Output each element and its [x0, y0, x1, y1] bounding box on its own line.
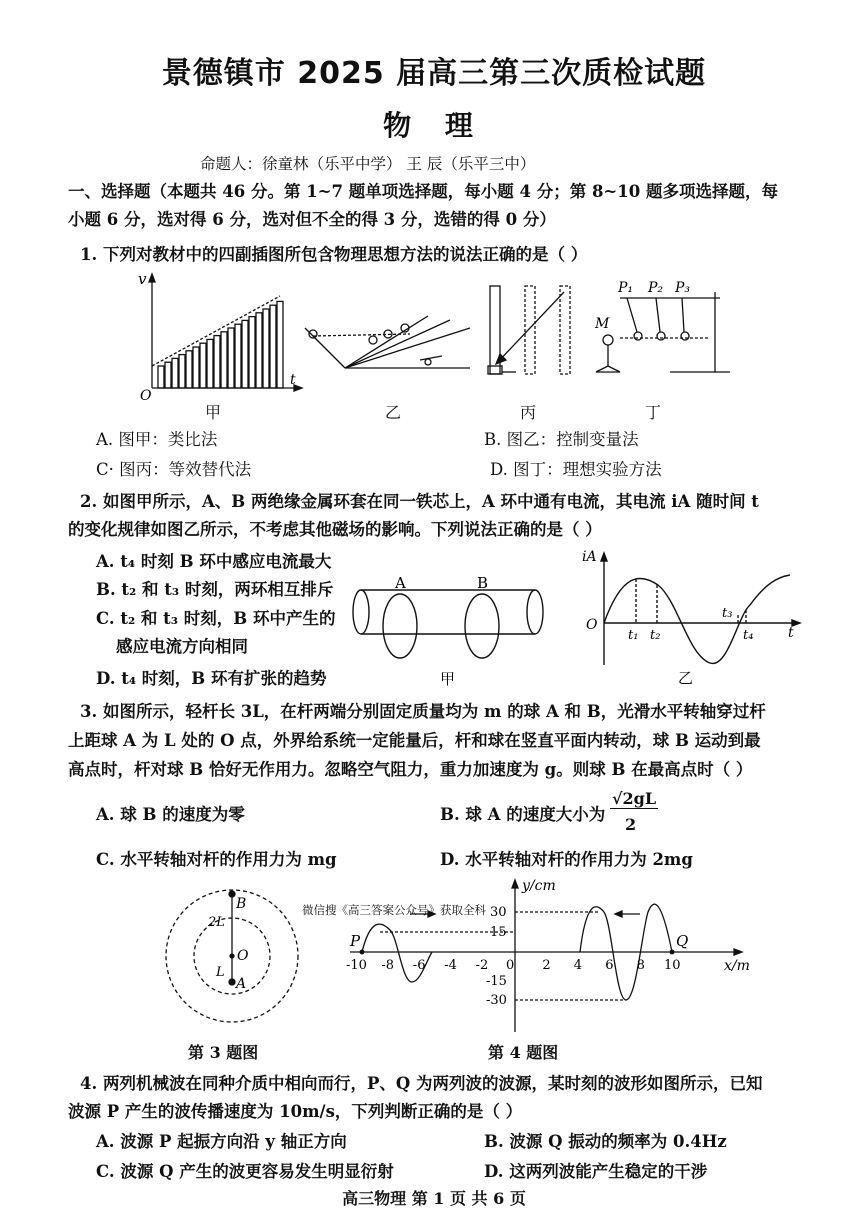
- q2-fig-yi-t: t: [788, 625, 794, 641]
- q4-stem-2: 波源 P 产生的波传播速度为 10m/s，下列判断正确的是（ ）: [68, 1102, 523, 1121]
- q3-stem-1: 3. 如图所示，轻杆长 3L，在杆两端分别固定质量均为 m 的球 A 和 B，光滑水平转轴穿过杆: [80, 702, 766, 721]
- q1-option-d: D. 图丁：理想实验方法: [490, 460, 662, 479]
- q3-stem-2: 上距球 A 为 L 处的 O 点，外界给系统一定能量后，杆和球在竖直平面内转动，球 B 运动到最: [68, 731, 761, 750]
- fig-ding-p3: P₃: [675, 280, 691, 296]
- q4-option-c: C. 波源 Q 产生的波更容易发生明显衍射: [96, 1162, 394, 1181]
- q4-option-b: B. 波源 Q 振动的频率为 0.4Hz: [484, 1132, 727, 1151]
- q3-stem-3: 高点时，杆对球 B 恰好无作用力。忽略空气阻力，重力加速度为 g。则球 B 在最高点时（ ）: [68, 760, 753, 779]
- fig-jia-bar: [228, 328, 234, 388]
- fig-jia-bar: [214, 336, 220, 388]
- q3-option-b: B. 球 A 的速度大小为: [440, 805, 606, 824]
- fig-yi: [305, 316, 470, 368]
- fig-jia-bar: [186, 351, 192, 388]
- q4-option-a: A. 波源 P 起振方向沿 y 轴正方向: [96, 1132, 347, 1151]
- q1-figures: [130, 268, 730, 418]
- q4-stem-1: 4. 两列机械波在同种介质中相向而行，P、Q 为两列波的波源，某时刻的波形如图所示，已知: [80, 1074, 763, 1093]
- q3-figure: [160, 880, 310, 1030]
- q1-fig-label-jia: 甲: [205, 403, 222, 422]
- q2-option-d: D. t₄ 时刻，B 环有扩张的趋势: [96, 669, 327, 688]
- q4-fig-xtick: 2: [542, 958, 551, 973]
- q3-option-b-numerator: √2gL: [612, 789, 657, 808]
- fig-jia-bar: [200, 343, 206, 388]
- q4-watermark: 微信搜《高三答案公众号》获取全科: [302, 903, 486, 917]
- fig-ding: [596, 292, 730, 372]
- fig-jia-o: O: [140, 388, 152, 404]
- subject-title: 物 理: [383, 109, 485, 142]
- q4-fig-xtick: 4: [573, 958, 583, 973]
- q4-fig-xtick: 10: [664, 958, 681, 973]
- q4-fig-ytick-m15: -15: [486, 974, 507, 989]
- q1-option-b: B. 图乙：控制变量法: [484, 430, 639, 449]
- q4-fig-xtick: -6: [412, 958, 426, 973]
- q3-fig-a: A: [236, 976, 247, 992]
- fig-jia-bar: [270, 305, 276, 388]
- q1-fig-label-ding: 丁: [645, 403, 662, 422]
- q3-fig-l: L: [216, 965, 225, 980]
- q3-fig-2l: 2L: [208, 915, 225, 930]
- q2-option-c-1: C. t₂ 和 t₃ 时刻，B 环中产生的: [96, 609, 336, 628]
- q4-fig-ytick-m30: -30: [486, 993, 507, 1008]
- q2-option-a: A. t₄ 时刻 B 环中感应电流最大: [96, 552, 332, 571]
- q4-fig-ytick-30: 30: [490, 905, 507, 920]
- q4-fig-xtick: 8: [636, 958, 645, 973]
- q4-fig-caption: 第 4 题图: [488, 1043, 559, 1062]
- q4-fig-origin: 0: [506, 958, 515, 973]
- q1-fig-label-bing: 丙: [520, 403, 537, 422]
- fig-jia-bar: [193, 347, 199, 388]
- q2-fig-yi-t4: t₄: [743, 628, 754, 643]
- fig-ding-p1: P₁: [618, 280, 634, 296]
- fig-jia-bar: [256, 313, 262, 388]
- q2-option-b: B. t₂ 和 t₃ 时刻，两环相互排斥: [96, 580, 334, 599]
- q4-figure: [340, 872, 780, 1037]
- fig-jia-bar: [179, 355, 185, 388]
- q2-option-c-2: 感应电流方向相同: [116, 637, 248, 656]
- q3-option-b-denominator: 2: [625, 815, 637, 834]
- fig-bing: [488, 286, 570, 374]
- fig-ding-m: M: [595, 316, 610, 332]
- section-heading-2: 小题 6 分，选对得 6 分，选对但不全的得 3 分，选错的得 0 分）: [68, 210, 556, 229]
- q2-fig-yi-label: 乙: [678, 669, 694, 685]
- q4-fig-p: P: [350, 932, 361, 950]
- fig-jia-bar: [263, 309, 269, 388]
- q3-fig-caption: 第 3 题图: [188, 1043, 259, 1062]
- q1-stem: 1. 下列对教材中的四副插图所包含物理思想方法的说法正确的是（ ）: [80, 245, 588, 264]
- q2-fig-yi-t1: t₁: [628, 628, 639, 643]
- fig-jia: [149, 274, 302, 391]
- fig-jia-bar: [172, 358, 178, 388]
- q2-fig-a-label: A: [395, 574, 406, 592]
- q2-stem-1: 2. 如图甲所示，A、B 两绝缘金属环套在同一铁芯上，A 环中通有电流，其电流 iA 随时间 t: [80, 492, 759, 511]
- q2-fig-yi-origin: O: [586, 617, 598, 633]
- q4-option-d: D. 这两列波能产生稳定的干涉: [484, 1162, 708, 1181]
- q4-fig-q: Q: [676, 932, 689, 950]
- fig-jia-bar: [235, 324, 241, 388]
- fig-jia-t: t: [290, 372, 296, 388]
- q3-option-a: A. 球 B 的速度为零: [96, 805, 245, 824]
- q1-option-a: A. 图甲：类比法: [96, 430, 218, 449]
- q2-fig-yi: [578, 545, 808, 685]
- fig-jia-bar: [158, 366, 164, 388]
- fig-jia-bar: [221, 332, 227, 388]
- fig-ding-p2: P₂: [648, 280, 664, 296]
- exam-title: 景德镇市 2025 届高三第三次质检试题: [161, 56, 707, 91]
- q2-fig-yi-t2: t₂: [650, 628, 661, 643]
- q1-option-c: C· 图丙：等效替代法: [96, 460, 252, 479]
- q4-fig-xlabel: x/m: [724, 958, 750, 974]
- fig-jia-v: v: [138, 270, 147, 288]
- q2-fig-jia: [345, 572, 555, 692]
- fig-jia-bar: [242, 320, 248, 388]
- fig-jia-bar: [165, 362, 171, 388]
- q4-fig-xtick: 6: [605, 958, 614, 973]
- q3-option-d: D. 水平转轴对杆的作用力为 2mg: [440, 850, 693, 869]
- q2-fig-jia-label: 甲: [440, 670, 456, 688]
- q4-fig-ytick-15: 15: [490, 925, 507, 940]
- fig-jia-bar: [249, 317, 255, 388]
- q2-fig-b-label: B: [477, 574, 489, 592]
- q3-fig-o: O: [237, 948, 249, 964]
- section-heading-1: 一、选择题（本题共 46 分。第 1~7 题单项选择题，每小题 4 分；第 8~10 题多项选择题，每: [68, 182, 778, 201]
- q4-fig-xtick: -4: [444, 958, 457, 973]
- q3-fig-b: B: [236, 896, 247, 912]
- author-line: 命题人：徐童林（乐平中学） 王 辰（乐平三中）: [200, 155, 536, 173]
- q2-stem-2: 的变化规律如图乙所示，不考虑其他磁场的影响。下列说法正确的是（ ）: [68, 520, 602, 539]
- q4-fig-ylabel: y/cm: [522, 878, 556, 894]
- q4-fig-xtick: -8: [381, 958, 395, 973]
- page-footer: 高三物理 第 1 页 共 6 页: [342, 1189, 526, 1208]
- q4-fig-xtick: -2: [475, 958, 489, 973]
- fig-jia-bar: [207, 339, 213, 388]
- q4-fig-xtick: -10: [346, 958, 367, 973]
- q1-fig-label-yi: 乙: [385, 403, 402, 422]
- q2-fig-yi-t3: t₃: [722, 606, 733, 621]
- q3-option-c: C. 水平转轴对杆的作用力为 mg: [96, 850, 337, 869]
- q2-fig-yi-ylabel: iA: [582, 549, 597, 565]
- fig-jia-bar: [277, 301, 283, 388]
